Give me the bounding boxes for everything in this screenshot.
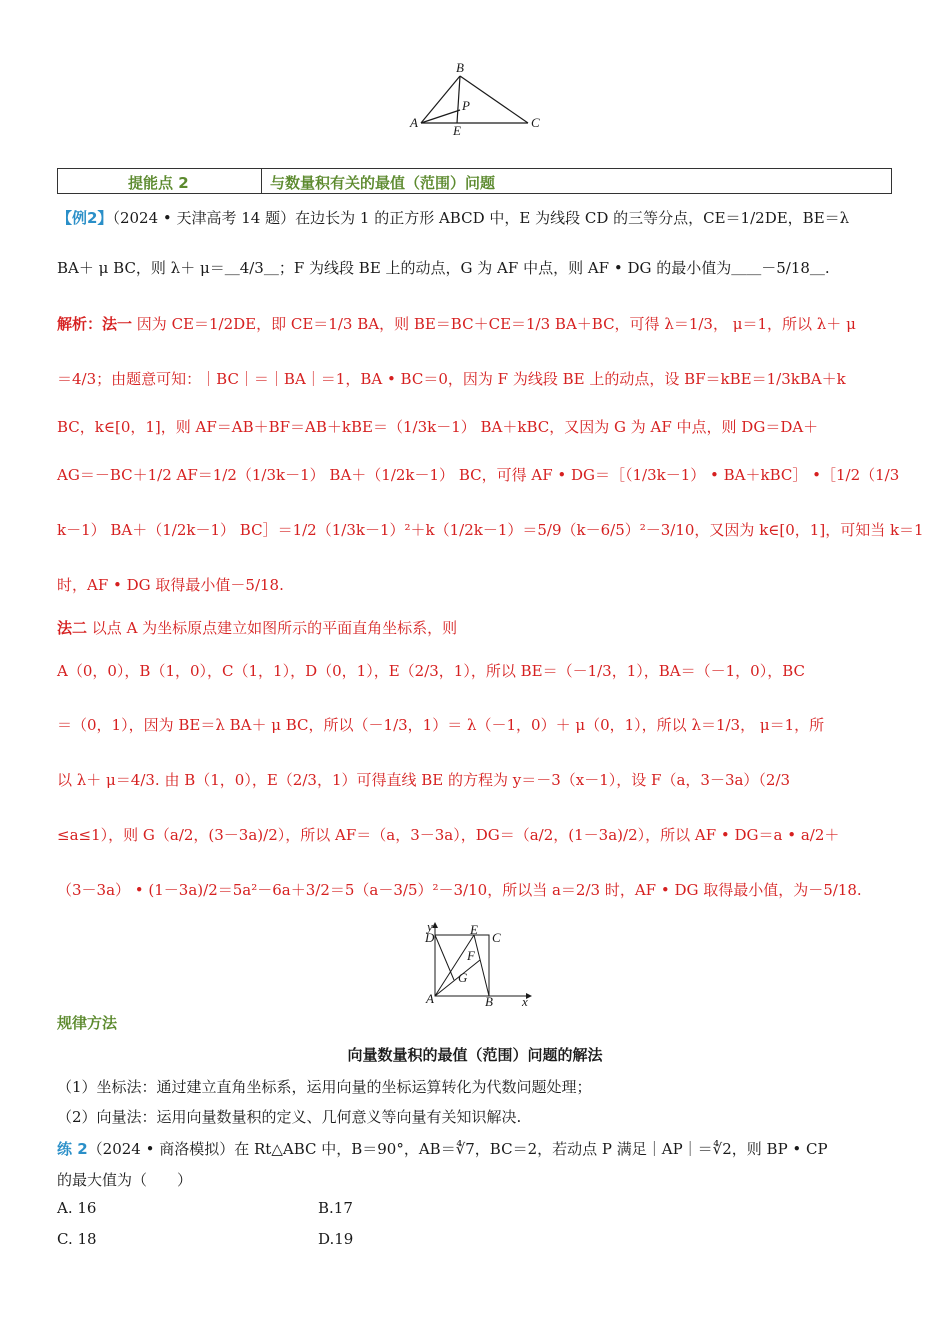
example-line-2: BA＋ μ BC，则 λ＋ μ＝＿4/3＿；F 为线段 BE 上的动点，G 为 AF 中点，则 AF • DG 的最小值为＿＿－5/18＿.: [57, 259, 830, 277]
label-e2: E: [470, 922, 478, 937]
method-item-2: （2）向量法：运用向量数量积的定义、几何意义等向量有关知识解决.: [57, 1108, 522, 1126]
coordinate-figure: [418, 920, 538, 1006]
label-y: y: [427, 920, 433, 934]
solution-text-1: 因为 CE＝1/2DE，即 CE＝1/3 BA，则 BE＝BC＋CE＝1/3 BA＋BC，可得 λ＝1/3， μ＝1，所以 λ＋ μ: [136, 315, 856, 333]
example-line-1: [57, 207, 849, 228]
solution2-line-6: （3－3a） • (1－3a)/2＝5a²－6a＋3/2＝5（a－3/5）²－3/10，所以当 a＝2/3 时，AF • DG 取得最小值，为－5/18.: [57, 881, 862, 899]
example-tag: 【例2】: [57, 209, 113, 227]
label-a: A: [410, 115, 418, 130]
solution-line-2: ＝4/3；由题意可知：｜BC｜＝｜BA｜＝1，BA • BC＝0，因为 F 为线段 BE 上的动点，设 BF＝kBE＝1/3kBA＋k: [57, 370, 846, 388]
method-title: 向量数量积的最值（范围）问题的解法: [347, 1046, 603, 1064]
solution2-text-1: 以点 A 为坐标原点建立如图所示的平面直角坐标系，则: [91, 619, 458, 637]
label-p: P: [462, 98, 470, 113]
practice-line-1: [57, 1138, 828, 1159]
solution-line-1: [57, 313, 856, 334]
label-e: E: [453, 123, 461, 138]
example-text-1: （2024 • 天津高考 14 题）在边长为 1 的正方形 ABCD 中，E 为线段 CD 的三等分点，CE＝1/2DE，BE＝λ: [112, 209, 850, 227]
option-c[interactable]: C. 18: [57, 1230, 97, 1248]
table-divider: [261, 169, 262, 193]
practice-tag: 练 2: [57, 1140, 88, 1158]
option-a[interactable]: A. 16: [57, 1199, 97, 1217]
solution-line-5: k－1） BA＋（1/2k－1） BC］＝1/2（1/3k－1）²＋k（1/2k－1）＝5/9（k－6/5）²－3/10，又因为 k∈[0，1]，可知当 k＝1: [57, 521, 924, 539]
solution2-line-5: ≤a≤1），则 G（a/2，(3－3a)/2），所以 AF＝（a，3－3a），DG＝（a/2，(1－3a)/2），所以 AF • DG＝a • a/2＋: [57, 826, 840, 844]
practice-line-2: 的最大值为（ ）: [57, 1171, 193, 1189]
label-c2: C: [492, 930, 501, 945]
solution-line-6: 时，AF • DG 取得最小值－5/18.: [57, 576, 284, 594]
solution-line-4: AG＝－BC＋1/2 AF＝1/2（1/3k－1） BA＋（1/2k－1） BC，可得 AF • DG＝［（1/3k－1） • BA＋kBC］ •［1/2（1/3: [57, 466, 900, 484]
solution2-line-1: [57, 617, 457, 638]
label-f: F: [467, 948, 475, 963]
label-g: G: [458, 970, 468, 985]
topic-header-table: [57, 168, 892, 194]
method-heading: 规律方法: [57, 1014, 118, 1032]
label-d: D: [425, 930, 435, 945]
option-b[interactable]: B.17: [318, 1199, 353, 1217]
option-d[interactable]: D.19: [318, 1230, 354, 1248]
topic-title: 与数量积有关的最值（范围）问题: [270, 174, 496, 192]
solution2-line-4: 以 λ＋ μ＝4/3. 由 B（1，0），E（2/3，1）可得直线 BE 的方程为 y＝－3（x－1），设 F（a，3－3a）（2/3: [57, 771, 791, 789]
label-b2: B: [485, 994, 493, 1006]
label-a2: A: [426, 991, 434, 1006]
topic-number: 提能点 2: [128, 174, 189, 192]
solution2-line-2: A（0，0），B（1，0），C（1，1），D（0，1），E（2/3，1），所以 BE＝（－1/3，1），BA＝（－1，0），BC: [57, 662, 805, 680]
solution-line-3: BC，k∈[0，1]，则 AF＝AB＋BF＝AB＋kBE＝（1/3k－1） BA＋kBC，又因为 G 为 AF 中点，则 DG＝DA＋: [57, 418, 819, 436]
label-b: B: [456, 60, 464, 75]
solution-label-2: 法二: [57, 619, 88, 637]
method-item-1: （1）坐标法：通过建立直角坐标系，运用向量的坐标运算转化为代数问题处理；: [57, 1078, 592, 1096]
label-c: C: [531, 115, 540, 130]
solution-label-1: 解析：法一: [57, 315, 133, 333]
label-x: x: [522, 994, 528, 1006]
practice-text-1: （2024 • 商洛模拟）在 Rt△ABC 中，B＝90°，AB＝∜7，BC＝2，若动点 P 满足｜AP｜＝∜2，则 BP • CP: [87, 1140, 828, 1158]
solution2-line-3: ＝（0，1），因为 BE＝λ BA＋ μ BC，所以（－1/3，1）＝ λ（－1，0）＋ μ（0，1），所以 λ＝1/3， μ＝1，所: [57, 716, 825, 734]
triangle-figure: [400, 58, 550, 138]
